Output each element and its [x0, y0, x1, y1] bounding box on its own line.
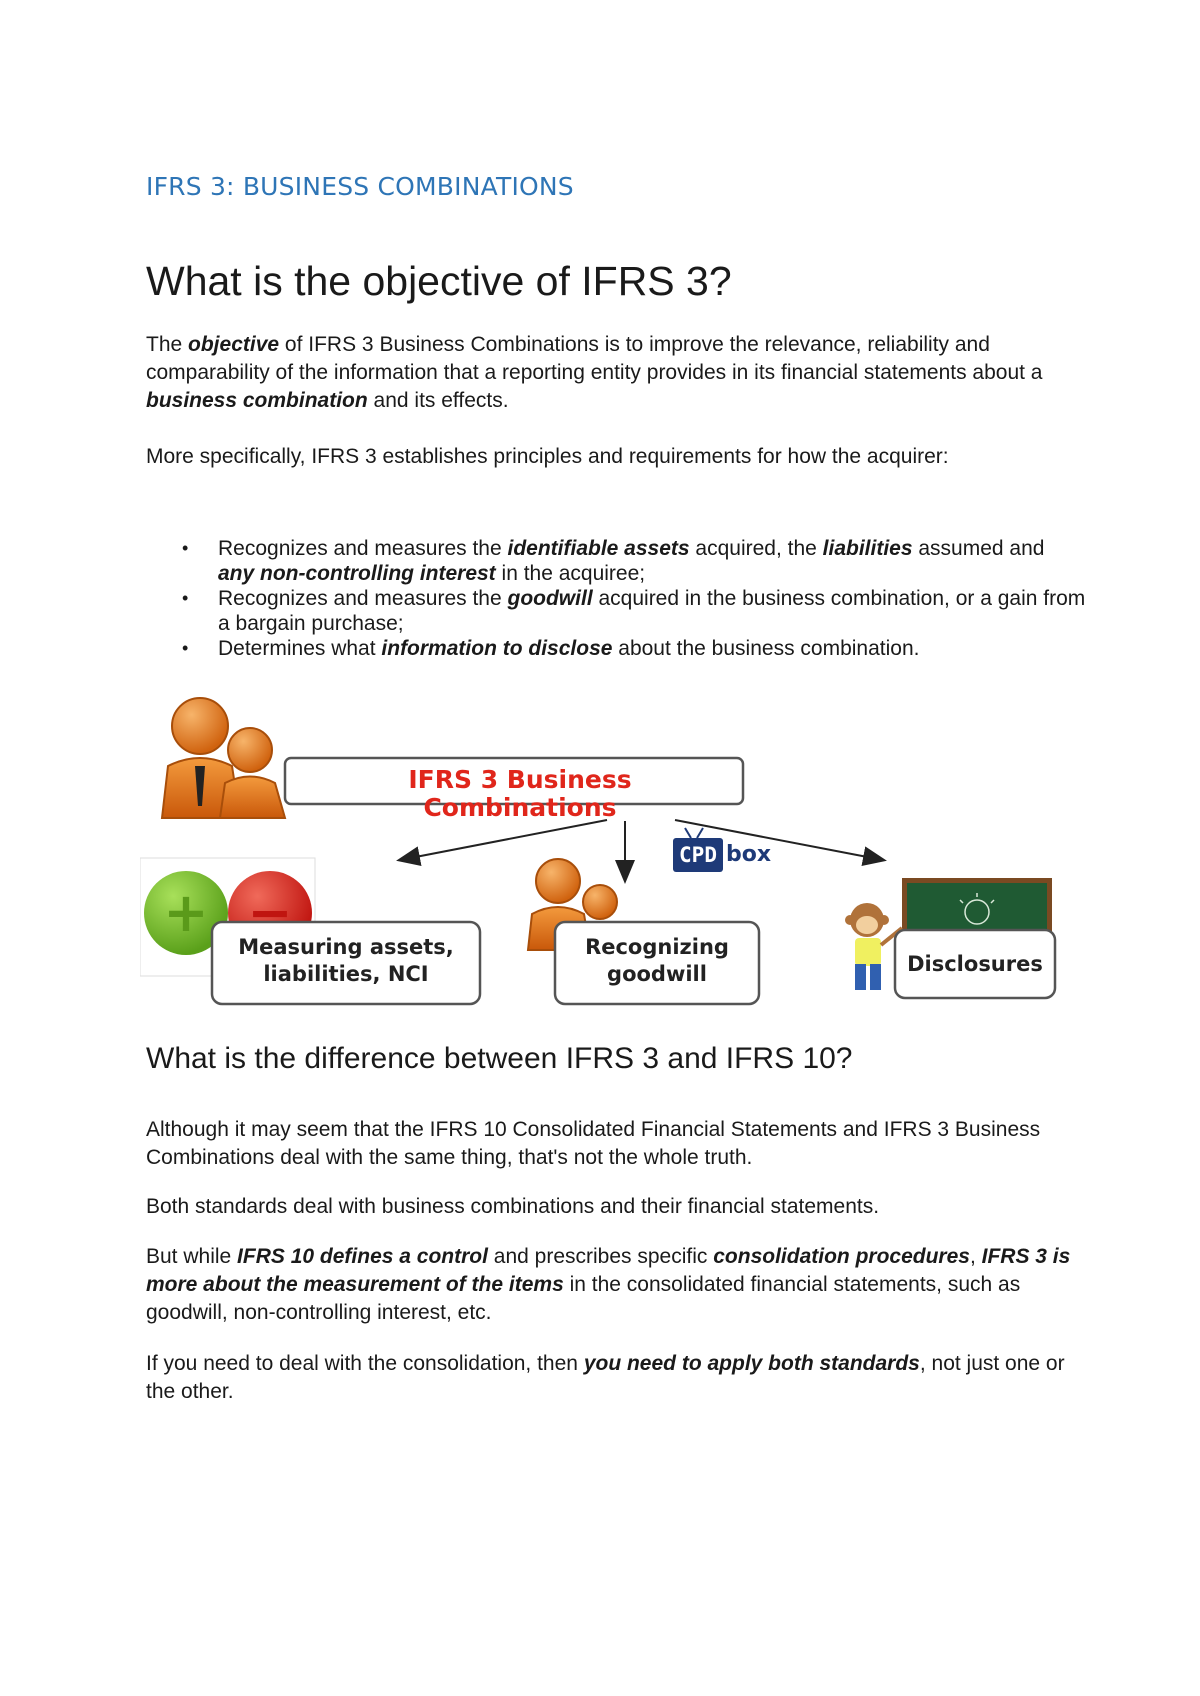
paragraph-objective: The objective of IFRS 3 Business Combinations is to improve the relevance, reliability and comparability of the information that a reporting entity provides in its financial statements about a business combination and its effects. — [146, 333, 1043, 412]
heading-objective: What is the objective of IFRS 3? — [146, 258, 732, 304]
paragraph-although: Although it may seem that the IFRS 10 Consolidated Financial Statements and IFRS 3 Business Combinations deal with the same thing, that's not the whole truth. — [146, 1118, 1041, 1169]
main-label: IFRS 3 Business Combinations — [408, 765, 632, 822]
list-item: • Recognizes and measures the goodwill acquired in the business combination, or a gain from a bargain purchase; — [146, 586, 1086, 636]
monkey-teacher-icon — [845, 903, 902, 990]
paragraph-but-while: But while IFRS 10 defines a control and prescribes specific consolidation procedures, IFRS 3 is more about the measurement of the items in the consolidated financial statements, such as goodwill, non-controlling interest, etc. — [146, 1245, 1071, 1324]
emphasis-text: you need to apply both standards — [583, 1352, 920, 1375]
paragraph-specifically: More specifically, IFRS 3 establishes principles and requirements for how the acquirer: — [146, 445, 949, 468]
list-item: • Recognizes and measures the identifiable assets acquired, the liabilities assumed and any non-controlling interest in the acquiree; — [146, 536, 1086, 586]
box-goodwill-line1: Recognizing — [585, 935, 729, 959]
box-measuring-line2: liabilities, NCI — [263, 962, 429, 986]
emphasis-text: identifiable assets — [507, 537, 690, 560]
emphasis-text: any non-controlling interest — [218, 562, 496, 585]
emphasis-text: information to disclose — [381, 637, 613, 660]
document-title: IFRS 3: BUSINESS COMBINATIONS — [146, 172, 574, 201]
box-measuring-line1: Measuring assets, — [238, 935, 454, 959]
logo-cpd: CPD — [679, 843, 717, 867]
paragraph-if-you-need: If you need to deal with the consolidation, then you need to apply both standards, not just one or the other. — [146, 1352, 1065, 1403]
plus-symbol: + — [163, 881, 209, 944]
paragraph-both: Both standards deal with business combinations and their financial statements. — [146, 1195, 880, 1218]
emphasis-text: goodwill — [507, 587, 593, 610]
box-disclosures: Disclosures — [907, 952, 1043, 976]
emphasis-text: consolidation procedures — [713, 1245, 970, 1268]
logo-box: box — [726, 842, 772, 867]
emphasis-text: IFRS 10 defines a control — [237, 1245, 488, 1268]
emphasis-text: IFRS 3 is more about the measurement of the items — [146, 1245, 1071, 1296]
minus-symbol: − — [247, 881, 293, 944]
ifrs3-diagram — [140, 688, 1120, 1018]
list-item: • Determines what information to disclose about the business combination. — [146, 636, 1086, 661]
people-icon — [162, 698, 285, 818]
emphasis-text: business combination — [146, 389, 368, 412]
emphasis-text: objective — [188, 333, 280, 356]
heading-difference: What is the difference between IFRS 3 and IFRS 10? — [146, 1042, 853, 1075]
requirements-list — [146, 536, 1086, 661]
emphasis-text: liabilities — [822, 537, 913, 560]
box-goodwill-line2: goodwill — [607, 962, 707, 986]
